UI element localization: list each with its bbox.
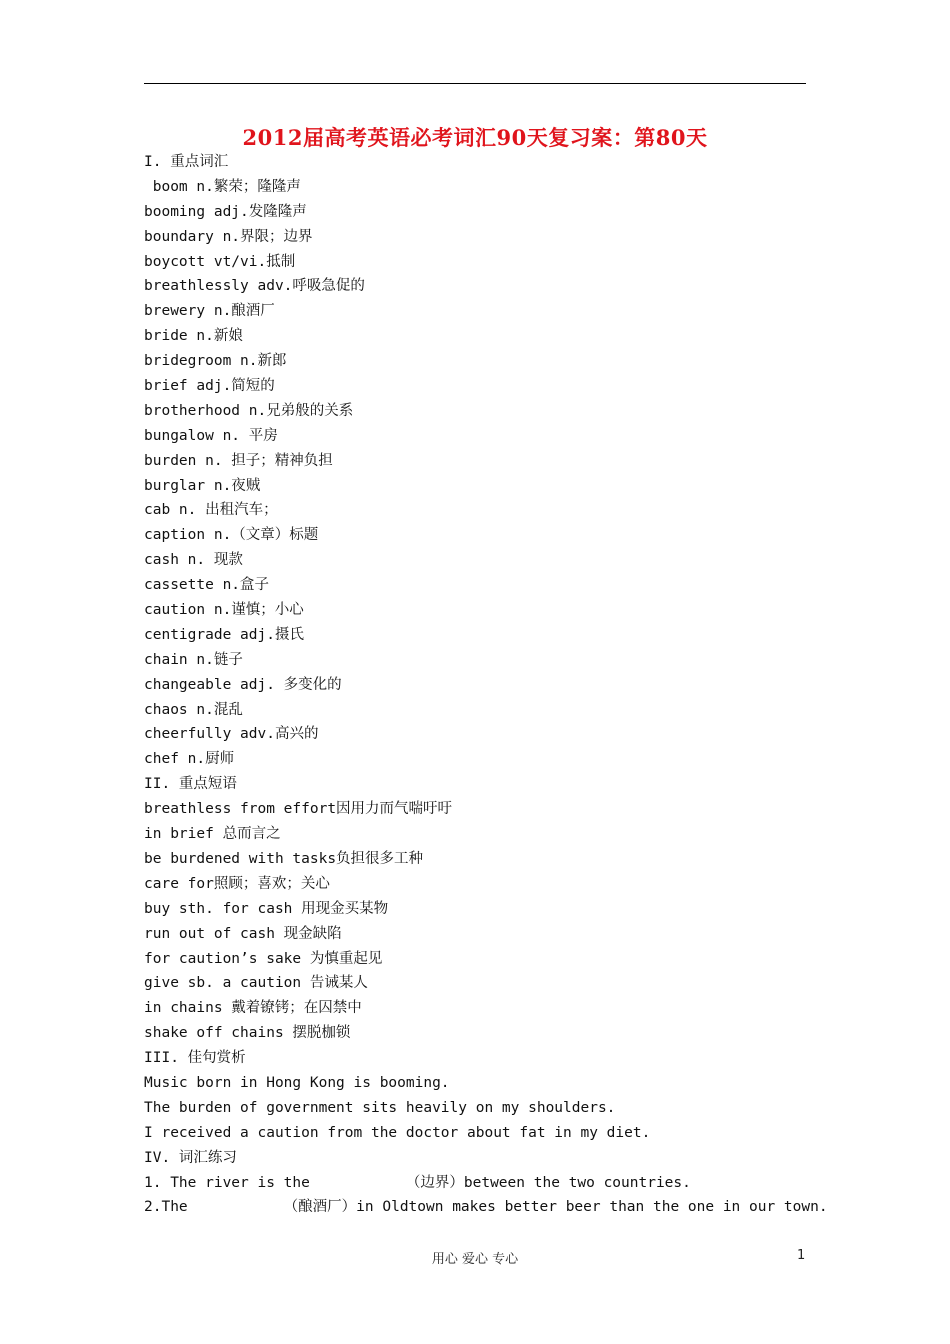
vocab-line: cash n. 现款 <box>144 552 243 569</box>
document-title: 2012届高考英语必考词汇90天复习案：第80天 <box>242 125 708 150</box>
sentence-line: The burden of government sits heavily on my shoulders. <box>144 1099 616 1116</box>
section-heading-exercises: IV. 词汇练习 <box>144 1149 237 1166</box>
phrase-line: in chains 戴着镣铐；在囚禁中 <box>144 1000 362 1017</box>
vocab-line: brewery n.酿酒厂 <box>144 303 275 320</box>
phrase-line: care for照顾；喜欢；关心 <box>144 875 330 892</box>
vocab-line: boundary n.界限；边界 <box>144 228 313 245</box>
vocab-line: cheerfully adv.高兴的 <box>144 726 319 743</box>
vocab-line: brotherhood n.兄弟般的关系 <box>144 402 354 419</box>
vocab-line: chaos n.混乱 <box>144 701 243 718</box>
section-heading-vocabulary: I. 重点词汇 <box>144 154 229 170</box>
header-rule <box>144 83 806 84</box>
document-body <box>144 150 828 1220</box>
vocab-line: centigrade adj.摄氏 <box>144 626 304 643</box>
phrase-line: give sb. a caution 告诫某人 <box>144 975 368 992</box>
phrase-line: in brief 总而言之 <box>144 826 281 843</box>
vocab-line: burden n. 担子；精神负担 <box>144 452 333 469</box>
phrase-line: run out of cash 现金缺陷 <box>144 925 342 942</box>
vocab-line: bridegroom n.新郎 <box>144 353 287 370</box>
vocab-line: brief adj.简短的 <box>144 378 275 395</box>
phrase-line: shake off chains 摆脱枷锁 <box>144 1025 351 1042</box>
vocab-line: booming adj.发隆隆声 <box>144 203 307 220</box>
vocab-line: changeable adj. 多变化的 <box>144 676 342 693</box>
exercise-line: 1. The river is the （边界）between the two countries. <box>144 1174 691 1191</box>
vocab-line: chain n.链子 <box>144 651 243 668</box>
sentence-line: Music born in Hong Kong is booming. <box>144 1074 450 1091</box>
page-number: 1 <box>797 1248 806 1263</box>
vocab-line: breathlessly adv.呼吸急促的 <box>144 278 365 295</box>
vocab-line: cab n. 出租汽车； <box>144 502 278 519</box>
vocab-line: burglar n.夜贼 <box>144 477 261 494</box>
vocab-line: caption n.（文章）标题 <box>144 527 319 544</box>
page-footer: 用心 爱心 专心 <box>431 1252 519 1267</box>
vocab-line: boycott vt/vi.抵制 <box>144 253 296 270</box>
sentence-line: I received a caution from the doctor about fat in my diet. <box>144 1124 651 1141</box>
phrase-line: be burdened with tasks负担很多工种 <box>144 850 424 867</box>
vocab-line: caution n.谨慎；小心 <box>144 602 304 619</box>
phrase-line: for caution’s sake 为慎重起见 <box>144 950 383 967</box>
phrase-line: breathless from effort因用力而气喘吁吁 <box>144 801 453 818</box>
vocab-line: cassette n.盒子 <box>144 577 270 594</box>
phrase-line: buy sth. for cash 用现金买某物 <box>144 900 389 917</box>
exercise-line: 2.The （酿酒厂）in Oldtown makes better beer than the one in our town. <box>144 1199 828 1216</box>
vocab-line: bungalow n. 平房 <box>144 427 278 444</box>
vocab-line: chef n.厨师 <box>144 751 235 768</box>
vocab-line: bride n.新娘 <box>144 328 243 345</box>
section-heading-sentences: III. 佳句赏析 <box>144 1050 246 1067</box>
vocab-line: boom n.繁荣；隆隆声 <box>144 178 301 195</box>
section-heading-phrases: II. 重点短语 <box>144 776 237 793</box>
